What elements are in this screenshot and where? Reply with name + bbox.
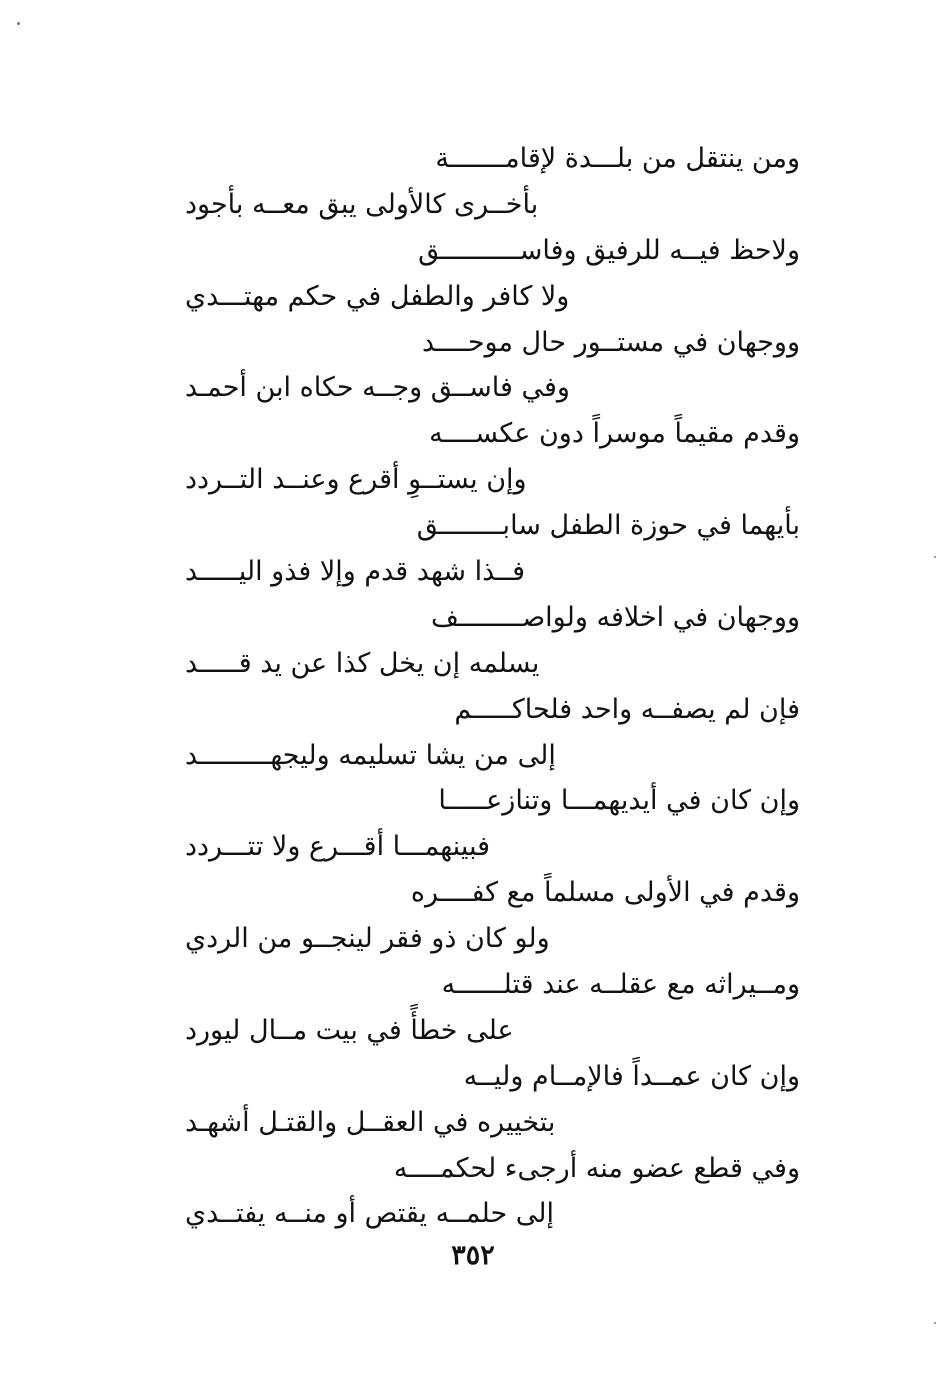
verse-5-first-hemistich: بأيهما في حوزة الطفل سابــــــــق (416, 510, 800, 542)
verse-5-second-hemistich: فــذا شهد قدم وإلا فذو اليـــــد (185, 556, 526, 588)
verse-6-second-hemistich: يسلمه إن يخل كذا عن يد قـــــد (185, 647, 540, 679)
verse-1-first-hemistich: ومن ينتقل من بلـــدة لإقامـــــــة (435, 143, 800, 174)
verse-2-second-hemistich: ولا كافر والطفل في حكم مهتـــدي (185, 280, 570, 312)
verse-3-second-hemistich: وفي فاســق وجــه حكاه ابن أحمـد (185, 372, 570, 404)
poem-verses (185, 136, 800, 1237)
verse-4-second-hemistich: وإن يستــوِ أقرع وعنــد التــردد (185, 464, 527, 496)
verse-12-second-hemistich: إلى حلمــه يقتص أو منــه يفتــدي (185, 1198, 554, 1230)
verse-11-second-hemistich: بتخييره في العقــل والقتـل أشهـد (185, 1106, 556, 1138)
verse-2-first-hemistich: ولاحظ فيــه للرفيق وفاســــــــــق (418, 234, 800, 266)
verse-11-first-hemistich: وإن كان عمــداً فالإمــام وليــه (463, 1060, 800, 1092)
verse-7-first-hemistich: فإن لم يصفــه واحد فلحاكـــــم (454, 693, 800, 725)
page-number: ٣٥٢ (451, 1240, 495, 1271)
verse-8-second-hemistich: فبينهمـــا أقـــرع ولا تتـــردد (185, 831, 491, 863)
verse-12-first-hemistich: وفي قطع عضو منه أرجىء لحكمــــه (393, 1152, 800, 1184)
verse-4-first-hemistich: وقدم مقيماً موسراً دون عكســــه (429, 418, 800, 450)
print-speck (17, 22, 20, 25)
verse-10-second-hemistich: على خطأً في بيت مــال ليورد (185, 1014, 514, 1046)
verse-9-first-hemistich: وقدم في الأولى مسلماً مع كفــــره (410, 877, 800, 909)
print-speck (934, 1322, 936, 1324)
print-speck (934, 556, 936, 558)
verse-10-first-hemistich: ومــيراثه مع عقلــه عند قتلــــــه (441, 969, 800, 1001)
verse-1-second-hemistich: بأخــرى كالأولى يبق معــه بأجود (185, 188, 539, 220)
verse-8-first-hemistich: وإن كان في أيديهمـــا وتنازعـــــا (438, 785, 800, 817)
verse-3-first-hemistich: ووجهان في مستــور حال موحــــد (422, 326, 800, 358)
verse-7-second-hemistich: إلى من يشا تسليمه وليجهـــــــــد (185, 739, 556, 771)
verse-9-second-hemistich: ولو كان ذو فقر لينجــو من الردي (185, 923, 550, 955)
verse-6-first-hemistich: ووجهان في اخلافه ولواصــــــــف (431, 601, 800, 633)
